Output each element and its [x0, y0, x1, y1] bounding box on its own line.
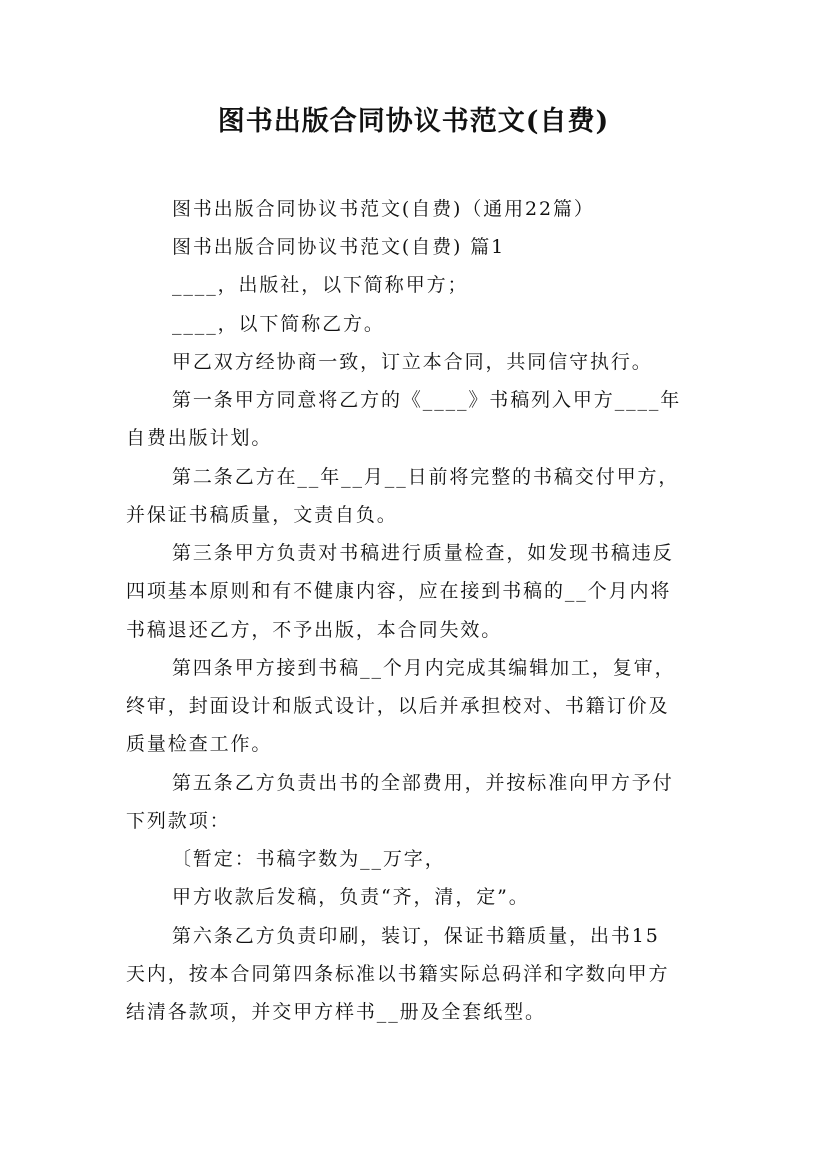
paragraph-line: 结清各款项，并交甲方样书__册及全套纸型。	[126, 1001, 546, 1023]
paragraph-line: 甲方收款后发稿，负责“齐，清，定”。	[172, 886, 530, 908]
paragraph-line: 自费出版计划。	[126, 427, 273, 449]
paragraph-line: 并保证书稿质量，文责自负。	[126, 504, 398, 526]
paragraph-line: 天内，按本合同第四条标准以书籍实际总码洋和字数向甲方	[126, 963, 670, 985]
paragraph-line: ____，出版社，以下简称甲方；	[172, 274, 469, 296]
paragraph-line: 书稿退还乙方，不予出版，本合同失效。	[126, 619, 503, 641]
paragraph-line: 下列款项：	[126, 810, 231, 832]
paragraph-line: 四项基本原则和有不健康内容，应在接到书稿的__个月内将	[126, 580, 672, 602]
paragraph-line: 第六条乙方负责印刷，装订，保证书籍质量，出书15	[172, 925, 660, 947]
paragraph-line: 终审，封面设计和版式设计，以后并承担校对、书籍订价及	[126, 695, 670, 717]
paragraph-line: 第四条甲方接到书稿__个月内完成其编辑加工，复审，	[172, 657, 676, 679]
paragraph-line: 图书出版合同协议书范文(自费)（通用22篇）	[172, 198, 595, 220]
paragraph-line: 〔暂定：书稿字数为__万字，	[172, 848, 446, 870]
paragraph-line: 第五条乙方负责出书的全部费用，并按标准向甲方予付	[172, 772, 674, 794]
paragraph-line: 甲乙双方经协商一致，订立本合同，共同信守执行。	[172, 351, 653, 373]
paragraph-line: ____，以下简称乙方。	[172, 313, 385, 335]
paragraph-line: 第二条乙方在__年__月__日前将完整的书稿交付甲方，	[172, 466, 680, 488]
paragraph-line: 质量检查工作。	[126, 733, 273, 755]
paragraph-line: 第三条甲方负责对书稿进行质量检查，如发现书稿违反	[172, 542, 674, 564]
paragraph-line: 图书出版合同协议书范文(自费) 篇1	[172, 236, 506, 258]
paragraph-line: 第一条甲方同意将乙方的《____》书稿列入甲方____年	[172, 389, 682, 411]
document-title: 图书出版合同协议书范文(自费)	[217, 106, 610, 137]
